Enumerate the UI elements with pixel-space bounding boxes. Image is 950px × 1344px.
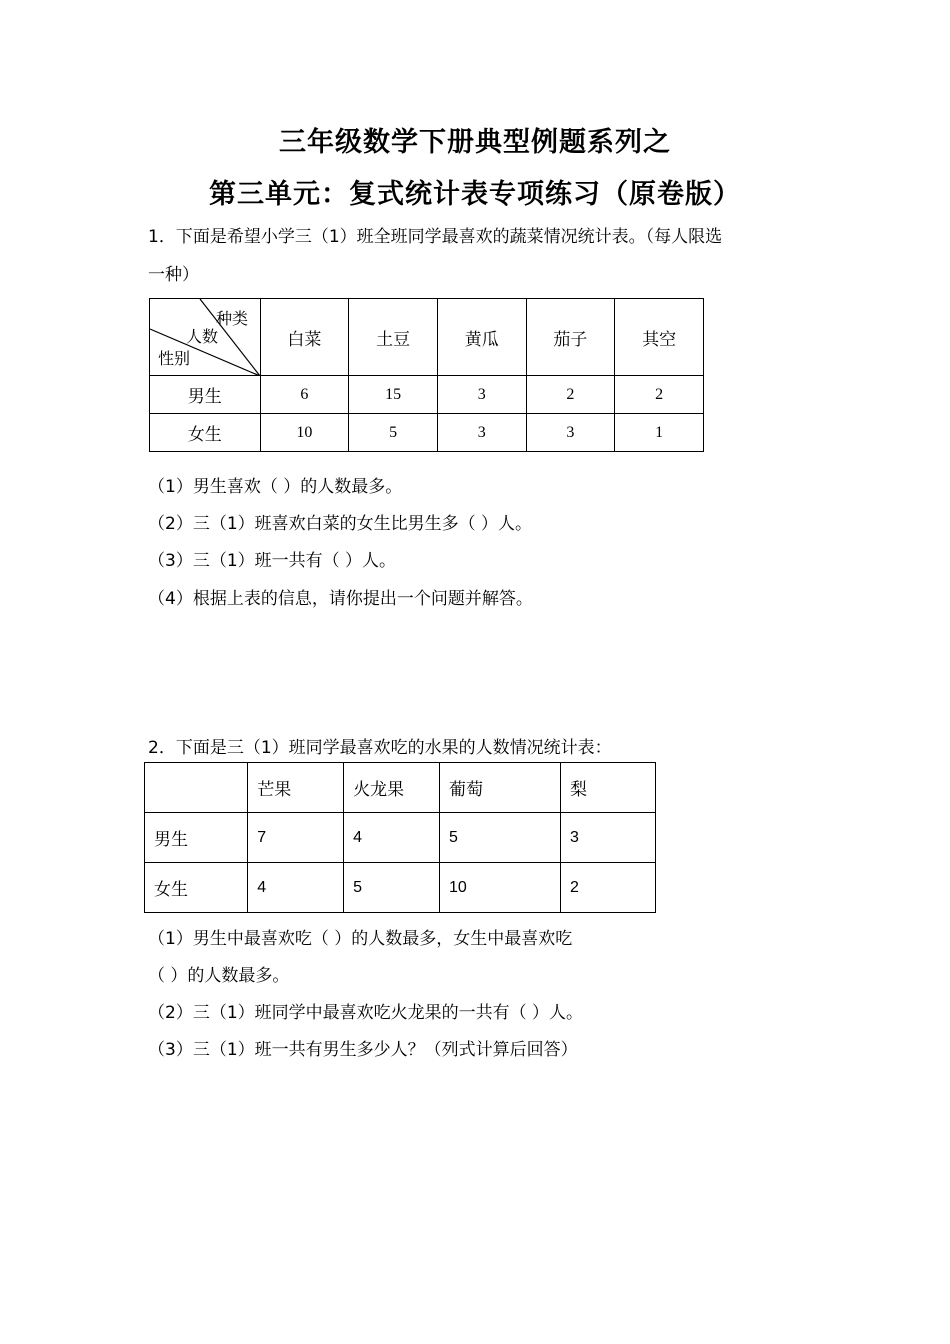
col-header: 白菜: [260, 299, 349, 376]
table-cell: 2: [526, 376, 615, 414]
table-cell: 5: [344, 863, 440, 913]
corner-label-count: 人数: [186, 327, 219, 346]
col-header: 土豆: [349, 299, 438, 376]
q2-sub-question-2: （2）三（1）班同学中最喜欢吃火龙果的一共有（ ）人。: [148, 1003, 584, 1023]
table-cell: 4: [344, 813, 440, 863]
table-cell: 5: [349, 414, 438, 452]
table-cell: 3: [437, 414, 526, 452]
col-header: 梨: [561, 763, 656, 813]
table-cell: 2: [561, 863, 656, 913]
table-row: [145, 813, 656, 863]
q1-stem-continued: 一种）: [148, 265, 199, 285]
col-header: 葡萄: [440, 763, 561, 813]
row-label: 男生: [145, 813, 248, 863]
col-header: 其空: [615, 299, 704, 376]
table-cell: 3: [526, 414, 615, 452]
row-label: 女生: [145, 863, 248, 913]
vegetable-table: [149, 298, 704, 452]
table-cell: 15: [349, 376, 438, 414]
q2-sub-question-1-continued: （ ）的人数最多。: [148, 966, 290, 986]
fruit-table: [144, 762, 656, 913]
corner-label-gender: 性别: [158, 349, 191, 368]
table-cell: 2: [615, 376, 704, 414]
table-cell: 3: [561, 813, 656, 863]
q1-sub-question-2: （2）三（1）班喜欢白菜的女生比男生多（ ）人。: [148, 514, 533, 534]
table-cell: 3: [437, 376, 526, 414]
table-cell: 10: [440, 863, 561, 913]
table-row: [145, 863, 656, 913]
table-cell: 5: [440, 813, 561, 863]
q2-stem: 2．下面是三（1）班同学最喜欢吃的水果的人数情况统计表：: [148, 738, 612, 758]
row-label: 男生: [150, 376, 261, 414]
table-cell: 10: [260, 414, 349, 452]
q1-stem: 1．下面是希望小学三（1）班全班同学最喜欢的蔬菜情况统计表。（每人限选: [148, 227, 723, 247]
table-header-row: [150, 299, 704, 376]
q2-sub-question-1: （1）男生中最喜欢吃（ ）的人数最多，女生中最喜欢吃: [148, 929, 573, 949]
table-cell: 4: [248, 863, 344, 913]
corner-label-category: 种类: [216, 309, 249, 328]
q1-sub-question-4: （4）根据上表的信息，请你提出一个问题并解答。: [148, 589, 533, 609]
col-header: 火龙果: [344, 763, 440, 813]
table-cell: 6: [260, 376, 349, 414]
col-header: 芒果: [248, 763, 344, 813]
title-line-2: 第三单元：复式统计表专项练习（原卷版）: [209, 179, 741, 210]
q1-sub-question-1: （1）男生喜欢（ ）的人数最多。: [148, 477, 403, 497]
title-line-1: 三年级数学下册典型例题系列之: [279, 127, 671, 158]
corner-cell: [145, 763, 248, 813]
q1-sub-question-3: （3）三（1）班一共有（ ）人。: [148, 551, 397, 571]
table-cell: 7: [248, 813, 344, 863]
col-header: 黄瓜: [437, 299, 526, 376]
table-header-row: [145, 763, 656, 813]
table-row: [150, 414, 704, 452]
col-header: 茄子: [526, 299, 615, 376]
q2-sub-question-3: （3）三（1）班一共有男生多少人？（列式计算后回答）: [148, 1040, 578, 1060]
diagonal-header-cell: [150, 299, 261, 376]
table-cell: 1: [615, 414, 704, 452]
row-label: 女生: [150, 414, 261, 452]
table-row: [150, 376, 704, 414]
